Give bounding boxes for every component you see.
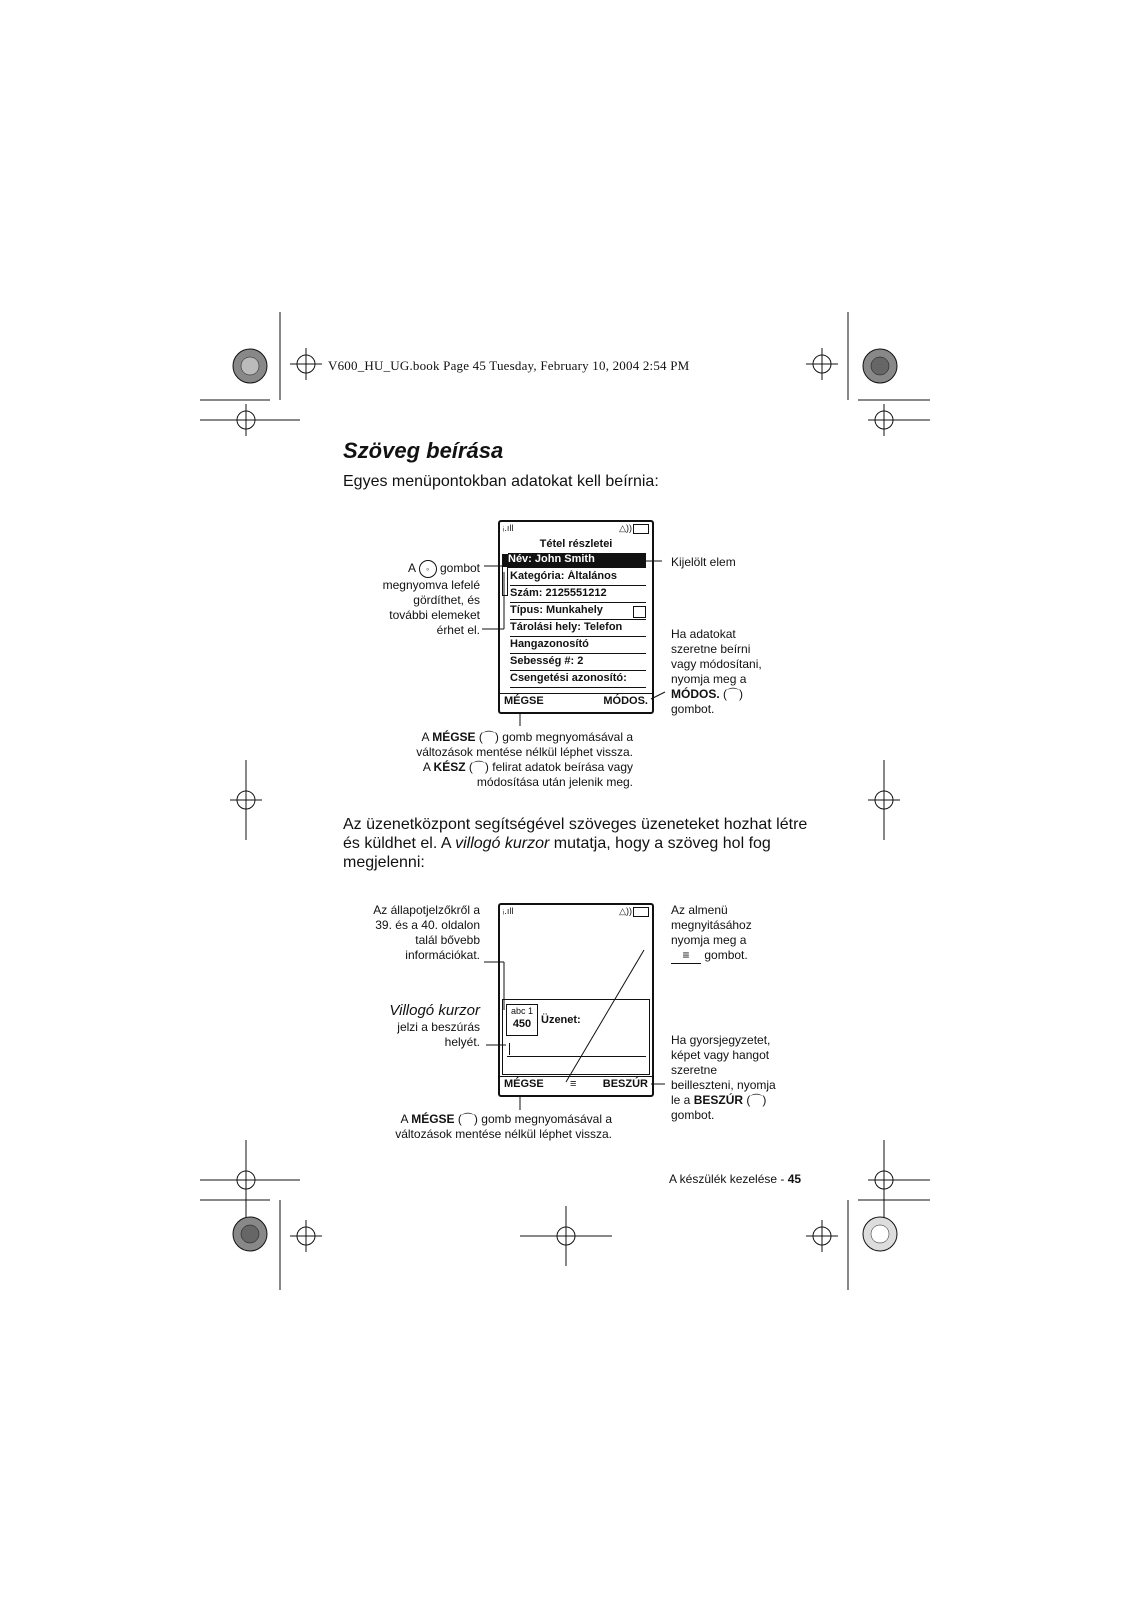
list-item[interactable]: Szám: 2125551212 bbox=[510, 587, 646, 603]
message-label: Üzenet: bbox=[541, 1014, 581, 1026]
list-item[interactable]: Név: John Smith bbox=[508, 553, 646, 568]
key-label-cancel: MÉGSE bbox=[432, 730, 476, 744]
ringer-icon: △)) bbox=[619, 523, 632, 533]
page-number: 45 bbox=[787, 1172, 802, 1186]
signal-strength-icon: ᵢ.ıll bbox=[503, 906, 514, 916]
signal-strength-icon: ᵢ.ıll bbox=[503, 523, 514, 533]
page-footer: A készülék kezelése - 45 bbox=[669, 1172, 802, 1186]
key-label-done: KÉSZ bbox=[433, 760, 466, 774]
softkey-cancel[interactable]: MÉGSE bbox=[504, 695, 544, 707]
softkey-insert[interactable]: BESZÚR bbox=[602, 1078, 648, 1090]
callout-scroll: A ◦ gombot megnyomva lefelé gördíthet, és további elemeket érhet el. bbox=[382, 561, 480, 637]
callout-blinking-cursor: Villogó kurzor jelzi a beszúrás helyét. bbox=[389, 1002, 480, 1049]
callout-status-indicators: Az állapotjelzőkről a 39. és a 40. oldalon talál bővebb információkat. bbox=[373, 903, 480, 962]
key-label-modify: MÓDOS. bbox=[671, 687, 720, 701]
softkey-cancel[interactable]: MÉGSE bbox=[504, 1078, 544, 1090]
menu-key-icon: ≡ bbox=[671, 948, 701, 964]
section-intro: Egyes menüpontokban adatokat kell beírnia: bbox=[343, 473, 659, 490]
list-item[interactable]: Csengetési azonosító: bbox=[510, 672, 646, 688]
list-item[interactable]: Hangazonosító bbox=[510, 638, 646, 654]
callout-cancel: A MÉGSE (⌒) gomb megnyomásával a változások mentése nélkül léphet vissza. bbox=[395, 1112, 612, 1141]
file-info-header: V600_HU_UG.book Page 45 Tuesday, February 10, 2004 2:54 PM bbox=[328, 358, 690, 373]
callout-cancel-done: A MÉGSE (⌒) gomb megnyomásával a változások mentése nélkül léphet vissza. A KÉSZ (⌒) felirat adatok beírása vagy módosítása után jelenik meg. bbox=[416, 730, 633, 789]
left-softkey-icon: ⌒ bbox=[472, 760, 485, 774]
callout-modify: Ha adatokat szeretne beírni vagy módosítani, nyomja meg a MÓDOS. (⌒) gombot. bbox=[671, 627, 762, 716]
callout-highlighted-item: Kijelölt elem bbox=[671, 555, 736, 569]
list-item[interactable]: Tárolási hely: Telefon bbox=[510, 621, 646, 637]
text-mode-indicator: abc 1 450 bbox=[506, 1004, 538, 1036]
list-item[interactable]: Kategória: Általános bbox=[510, 570, 646, 586]
right-softkey-icon: ⌒ bbox=[727, 687, 740, 701]
key-label-cancel: MÉGSE bbox=[411, 1112, 455, 1126]
left-softkey-icon: ⌒ bbox=[482, 730, 495, 744]
list-item[interactable]: Sebesség #: 2 bbox=[510, 655, 646, 671]
callout-insert: Ha gyorsjegyzetet, képet vagy hangot szeretne beilleszteni, nyomja le a BESZÚR (⌒) gombot. bbox=[671, 1033, 776, 1122]
navigation-key-icon: ◦ bbox=[419, 560, 437, 578]
right-softkey-icon: ⌒ bbox=[750, 1093, 763, 1107]
callout-submenu: Az almenü megnyitásához nyomja meg a ≡ gombot. bbox=[671, 903, 752, 962]
list-item[interactable]: Típus: Munkahely bbox=[510, 604, 646, 620]
ringer-icon: △)) bbox=[619, 906, 632, 916]
section-title: Szöveg beírása bbox=[343, 438, 504, 463]
key-label-insert: BESZÚR bbox=[693, 1093, 744, 1107]
left-softkey-icon: ⌒ bbox=[461, 1112, 474, 1126]
screen-title: Tétel részletei bbox=[539, 538, 613, 550]
message-center-paragraph: Az üzenetközpont segítségével szöveges üzeneteket hozhat létre és küldhet el. A villogó kurzor mutatja, hogy a szöveg hol fog megjelenni: bbox=[343, 816, 808, 871]
softkey-modify[interactable]: MÓDOS. bbox=[603, 695, 648, 707]
menu-key-icon[interactable]: ≡ bbox=[570, 1078, 577, 1090]
